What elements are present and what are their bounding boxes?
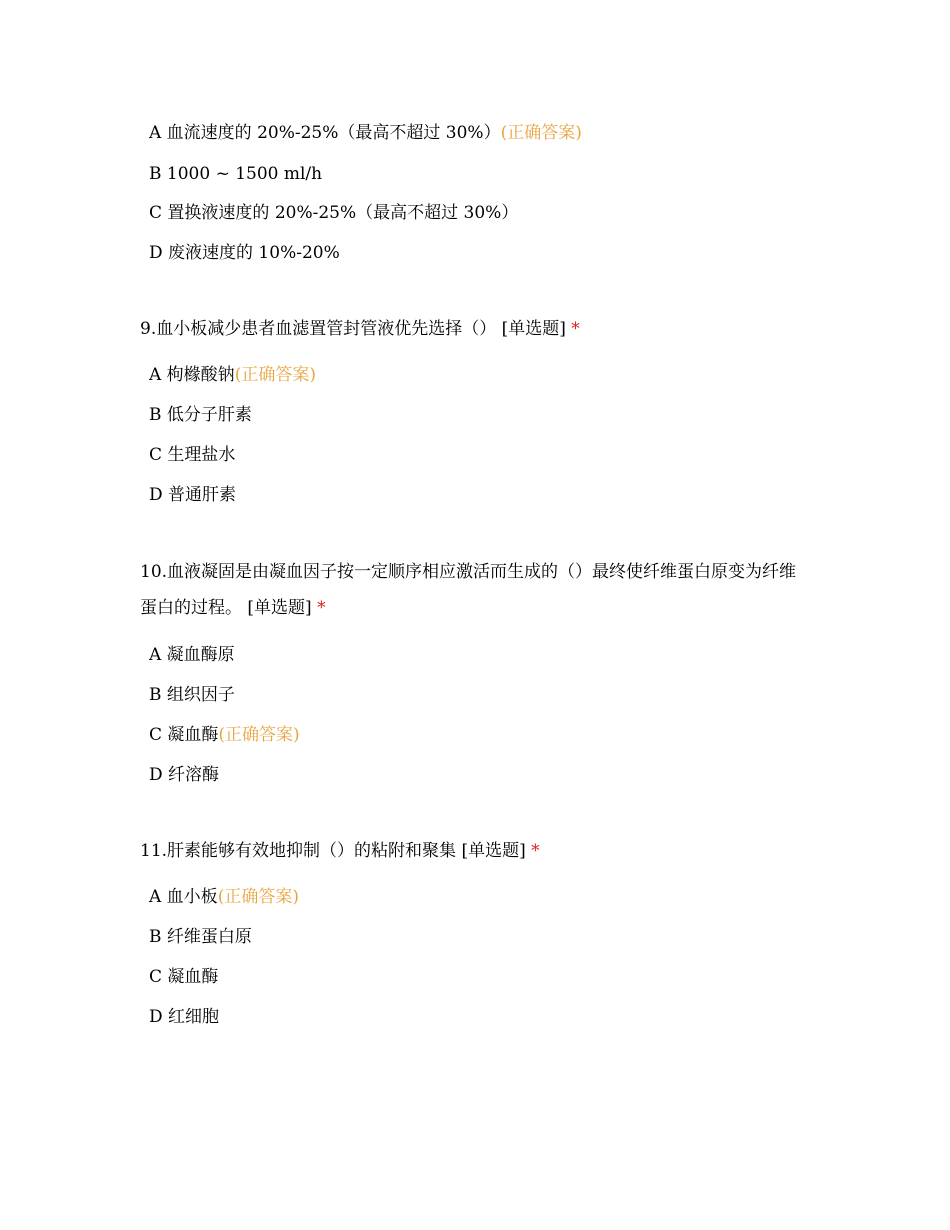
- q8-option-c: [149, 202, 518, 224]
- q9-option-a: [149, 364, 316, 386]
- correct-answer-label: (正确答案): [234, 365, 316, 385]
- q9-title: [140, 311, 805, 347]
- q10-option-b: [149, 684, 235, 706]
- correct-answer-label: (正确答案): [217, 887, 299, 907]
- q9-option-d: [149, 484, 236, 506]
- q8-option-d: [149, 242, 340, 264]
- option-text: C 凝血酶: [149, 725, 219, 745]
- q10-title: [140, 554, 805, 626]
- q11-option-d: [149, 1006, 219, 1028]
- q10-option-d: [149, 764, 219, 786]
- option-text: D 废液速度的 10%-20%: [149, 243, 340, 263]
- q11-option-b: [149, 926, 252, 948]
- option-text: B 纤维蛋白原: [149, 927, 252, 947]
- question-text: 11.肝素能够有效地抑制（）的粘附和聚集 [单选题]: [140, 841, 526, 861]
- question-text: 9.血小板减少患者血滤置管封管液优先选择（） [单选题]: [140, 319, 566, 339]
- required-mark: *: [317, 598, 326, 618]
- q8-option-b: [149, 163, 322, 185]
- option-text: C 生理盐水: [149, 445, 236, 465]
- option-text: D 纤溶酶: [149, 765, 220, 785]
- option-text: A 凝血酶原: [149, 645, 235, 665]
- option-text: B 1000 ~ 1500 ml/h: [149, 164, 323, 184]
- option-text: B 低分子肝素: [149, 405, 252, 425]
- required-mark: *: [531, 841, 540, 861]
- option-text: C 置换液速度的 20%-25%（最高不超过 30%）: [149, 203, 519, 223]
- q10-option-a: [149, 644, 235, 666]
- option-text: D 红细胞: [149, 1007, 220, 1027]
- option-text: B 组织因子: [149, 685, 235, 705]
- required-mark: *: [571, 319, 580, 339]
- q11-title: [140, 833, 805, 869]
- option-text: A 血流速度的 20%-25%（最高不超过 30%）: [149, 123, 501, 143]
- q10-option-c: [149, 724, 300, 746]
- q9-option-c: [149, 444, 235, 466]
- correct-answer-label: (正确答案): [500, 123, 582, 143]
- q11-option-a: [149, 886, 299, 908]
- q11-option-c: [149, 966, 218, 988]
- correct-answer-label: (正确答案): [218, 725, 300, 745]
- option-text: C 凝血酶: [149, 967, 219, 987]
- option-text: D 普通肝素: [149, 485, 237, 505]
- q8-option-a: [149, 122, 582, 144]
- option-text: A 枸橼酸钠: [149, 365, 235, 385]
- option-text: A 血小板: [149, 887, 218, 907]
- question-text: 10.血液凝固是由凝血因子按一定顺序相应激活而生成的（）最终使纤维蛋白原变为纤维蛋白的过程。 [单选题]: [140, 562, 797, 618]
- q9-option-b: [149, 404, 252, 426]
